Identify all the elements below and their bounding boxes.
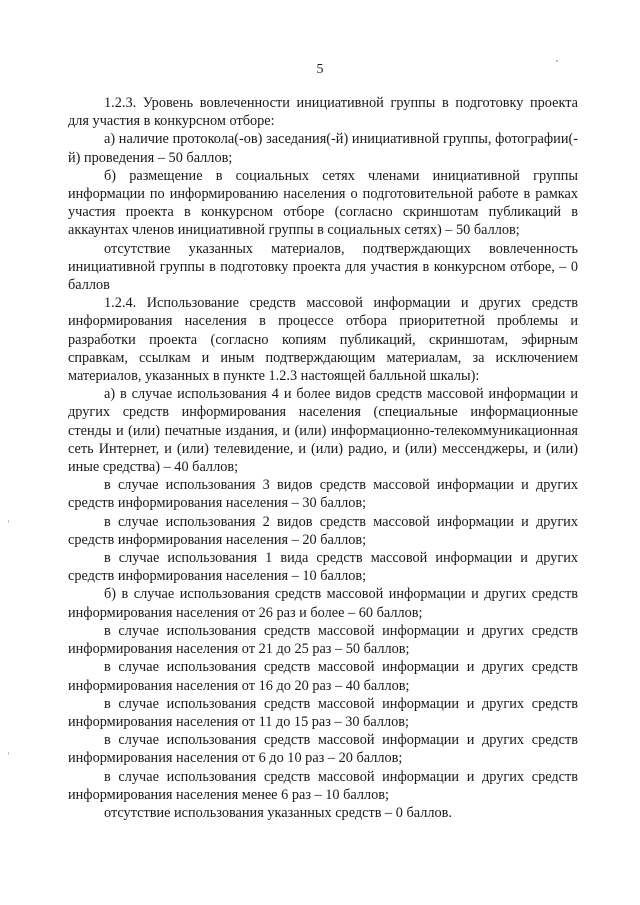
paragraph-3-types: в случае использования 3 видов средств массовой информации и других средств информирования населения – 30 баллов;: [68, 477, 578, 512]
document-body: [68, 94, 578, 822]
paragraph-social-networks: б) размещение в социальных сетях членами инициативной группы информации по информированию населения о подготовительной работе в рамках участия проекта в конкурсном отборе (согласно скриншотам публикаций в аккаунтах членов инициативной группы в социальных сетях) – 50 баллов;: [68, 167, 578, 239]
paragraph-4-types: а) в случае использования 4 и более видов средств массовой информации и других средств информирования населения (специальные информационные стенды и (или) печатные издания, и (или) информационно-телекоммуникационная сеть Интернет, и (или) телевидение, и (или) радио, и (или) мессенджеры, и (или) иные средства) – 40 баллов;: [68, 386, 578, 476]
page-number: 5: [316, 62, 324, 77]
paragraph-less-6: в случае использования средств массовой информации и других средств информирования населения менее 6 раз – 10 баллов;: [68, 768, 578, 803]
paragraph-2-types: в случае использования 2 видов средств массовой информации и других средств информирования населения – 20 баллов;: [68, 513, 578, 548]
paragraph-6-10: в случае использования средств массовой информации и других средств информирования населения от 6 до 10 раз – 20 баллов;: [68, 732, 578, 767]
paragraph-26-plus: б) в случае использования средств массовой информации и других средств информирования населения от 26 раз и более – 60 баллов;: [68, 586, 578, 621]
paragraph-no-usage: отсутствие использования указанных средств – 0 баллов.: [104, 804, 452, 821]
paragraph-16-20: в случае использования средств массовой информации и других средств информирования населения от 16 до 20 раз – 40 баллов;: [68, 659, 578, 694]
paragraph-no-materials: отсутствие указанных материалов, подтверждающих вовлеченность инициативной группы в подготовку проекта для участия в конкурсном отборе, – 0 баллов: [68, 240, 578, 294]
paragraph-11-15: в случае использования средств массовой информации и других средств информирования населения от 11 до 15 раз – 30 баллов;: [68, 695, 578, 730]
scan-speck: [556, 60, 558, 62]
paragraph-1-type: в случае использования 1 вида средств массовой информации и других средств информирования населения – 10 баллов;: [68, 550, 578, 585]
paragraph-1-2-4-heading: 1.2.4. Использование средств массовой информации и других средств информирования населения в процессе отбора приоритетной проблемы и разработки проекта (согласно копиям публикаций, скриншотам, эфирным справкам, ссылкам и иным подтверждающим материалам, за исключением материалов, указанных в пункте 1.2.3 настоящей балльной шкалы):: [68, 295, 578, 385]
scan-speck: [8, 752, 9, 755]
paragraph-21-25: в случае использования средств массовой информации и других средств информирования населения от 21 до 25 раз – 50 баллов;: [68, 622, 578, 658]
paragraph-1-2-3-heading: 1.2.3. Уровень вовлеченности инициативной группы в подготовку проекта для участия в конкурсном отборе:: [68, 95, 578, 130]
paragraph-protocol: а) наличие протокола(-ов) заседания(-й) инициативной группы, фотографии(-й) проведения – 50 баллов;: [68, 131, 578, 166]
scan-speck: [8, 520, 9, 523]
